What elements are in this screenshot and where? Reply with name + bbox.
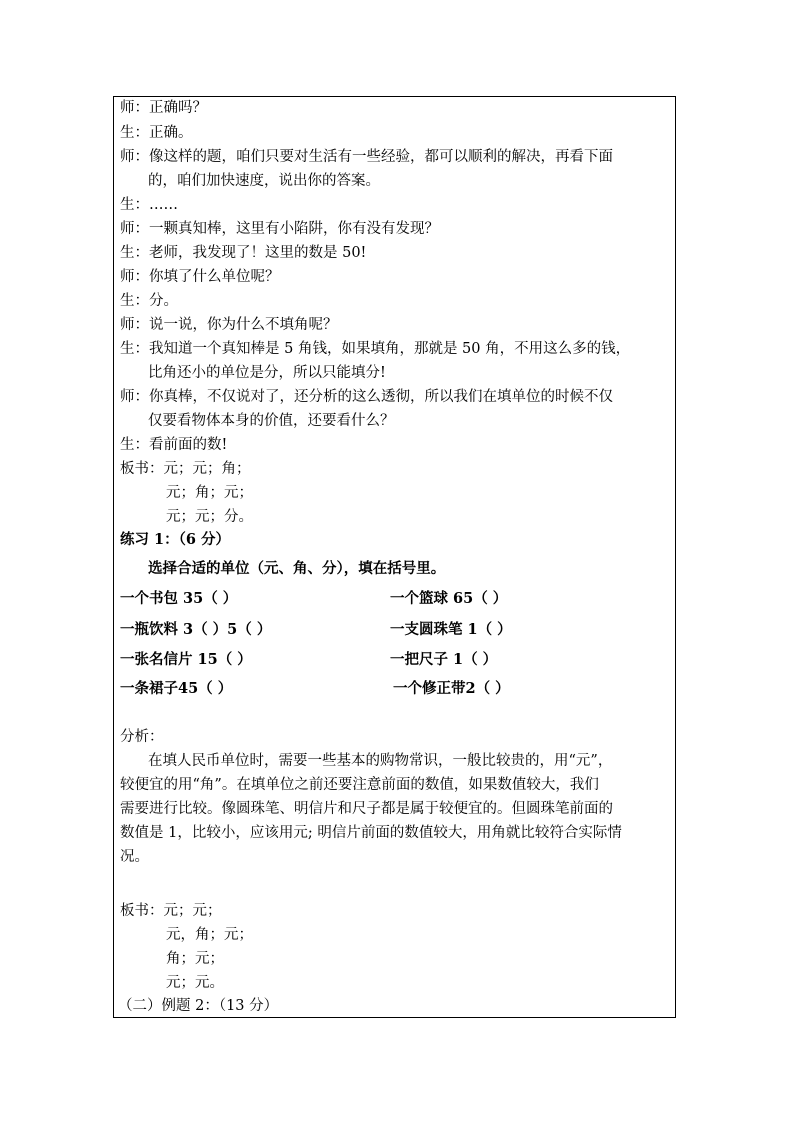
board-line: 元，角；元； [166, 927, 253, 943]
dialogue-line: 生：看前面的数! [120, 437, 228, 453]
board-line: 元；角；元； [166, 485, 253, 501]
dialogue-line: 师：像这样的题，咱们只要对生活有一些经验，都可以顺利的解决，再看下面 [120, 149, 613, 165]
exercise-item: 一把尺子 1（ ） [390, 651, 498, 668]
dialogue-line: 生：正确。 [120, 125, 193, 141]
analysis-line: 在填人民币单位时，需要一些基本的购物常识，一般比较贵的，用“元”， [148, 753, 613, 769]
exercise-item: 一张名信片 15（ ） [120, 651, 252, 668]
board-line: 板书：元；元； [120, 903, 222, 919]
board-line: 板书：元；元；角； [120, 461, 251, 477]
dialogue-line: 比角还小的单位是分，所以只能填分! [148, 365, 386, 381]
dialogue-line: 师：说一说，你为什么不填角呢？ [120, 317, 338, 333]
dialogue-line: 师：你填了什么单位呢？ [120, 269, 280, 285]
dialogue-line: 生：老师，我发现了！这里的数是 50! [120, 245, 367, 261]
board-line: 元；元；分。 [166, 509, 253, 525]
dialogue-line: 师：你真棒，不仅说对了，还分析的这么透彻，所以我们在填单位的时候不仅 [120, 389, 613, 405]
dialogue-line: 仅要看物体本身的价值，还要看什么？ [148, 413, 395, 429]
analysis-label: 分析： [120, 729, 164, 745]
exercise-item: 一个书包 35（ ） [120, 590, 238, 607]
exercise-item: 一个修正带2（ ） [393, 680, 510, 697]
exercise-item: 一条裙子45（ ） [120, 680, 233, 697]
analysis-line: 较便宜的用“角”。在填单位之前还要注意前面的数值，如果数值较大，我们 [120, 777, 599, 793]
exercise-item: 一支圆珠笔 1（ ） [390, 621, 512, 638]
dialogue-line: 师：一颗真知棒，这里有小陷阱，你有没有发现？ [120, 221, 439, 237]
analysis-line: 需要进行比较。像圆珠笔、明信片和尺子都是属于较便宜的。但圆珠笔前面的 [120, 801, 613, 817]
analysis-line: 数值是 1，比较小，应该用元; 明信片前面的数值较大，用角就比较符合实际情 [120, 825, 622, 841]
dialogue-line: 生：分。 [120, 293, 178, 309]
dialogue-line: 生：…… [120, 197, 178, 213]
dialogue-line: 生：我知道一个真知棒是 5 角钱，如果填角，那就是 50 角，不用这么多的钱， [120, 341, 631, 357]
exercise-title: 练习 1：（6 分） [120, 531, 231, 548]
board-line: 元；元。 [166, 975, 224, 991]
exercise-instruction: 选择合适的单位（元、角、分），填在括号里。 [148, 560, 446, 577]
dialogue-line: 的，咱们加快速度，说出你的答案。 [148, 173, 380, 189]
dialogue-line: 师：正确吗？ [120, 100, 207, 116]
exercise-item: 一个篮球 65（ ） [390, 590, 508, 607]
board-line: 角；元； [166, 951, 224, 967]
example-heading: （二）例题 2：（13 分） [118, 998, 279, 1014]
analysis-line: 况。 [120, 849, 149, 865]
exercise-item: 一瓶饮料 3（ ）5（ ） [120, 621, 272, 638]
